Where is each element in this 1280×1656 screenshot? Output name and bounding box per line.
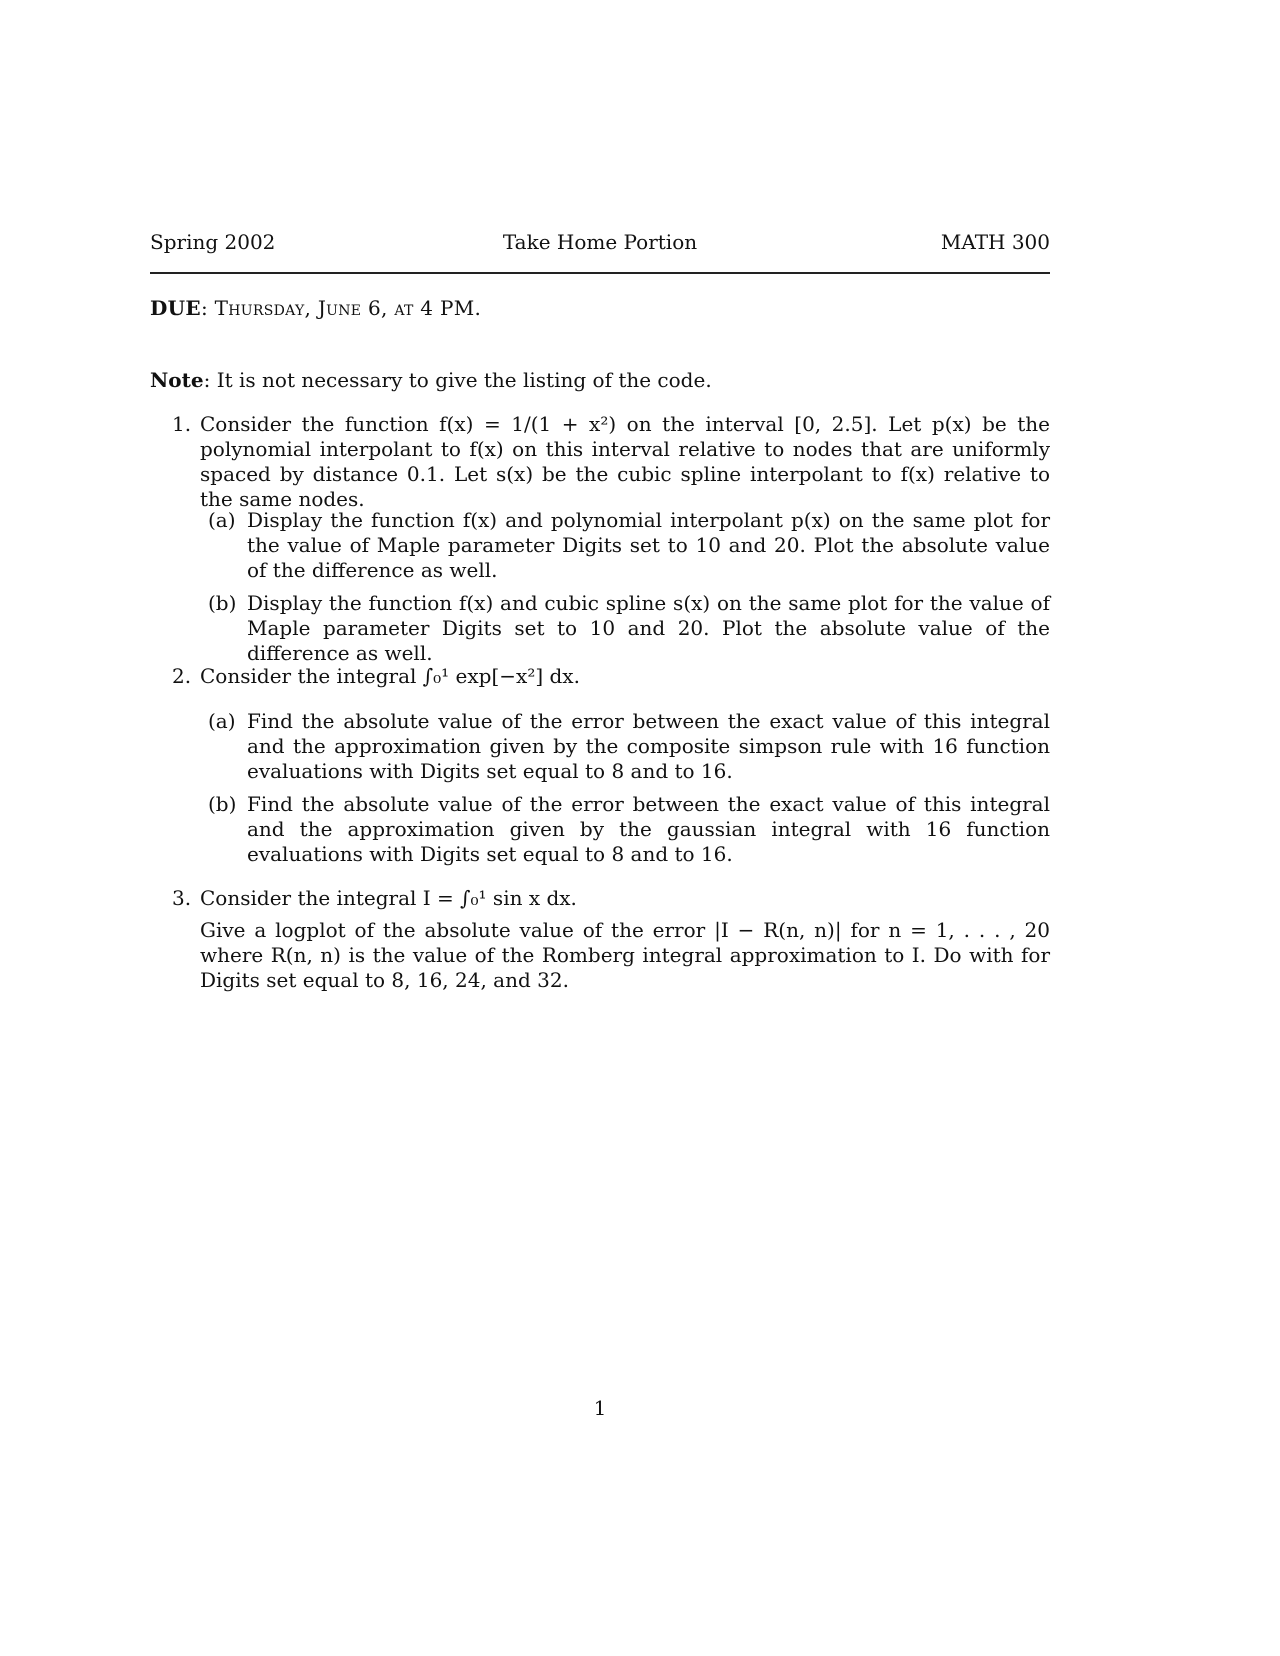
note-text: It is not necessary to give the listing of the code. [216,368,712,392]
problem-2b-label: (b) [208,792,237,816]
page-number: 1 [593,1396,607,1420]
problem-3-intro: Consider the integral I = ∫₀¹ sin x dx. [200,886,577,910]
due-text: Thursday, June 6, at 4 PM. [214,296,482,320]
due-label: DUE [150,296,201,320]
header-left: Spring 2002 [150,230,276,254]
header-center: Take Home Portion [502,230,698,254]
due-line: DUE: Thursday, June 6, at 4 PM. [150,296,482,320]
header-right: MATH 300 [940,230,1050,254]
problem-2a-text: Find the absolute value of the error between the exact value of this integral and the approximation given by the composite simpson rule with 16 function evaluations with Digits set equal to 8 and to 16. [247,709,1050,783]
problem-1b-text: Display the function f(x) and cubic spline s(x) on the same plot for the value of Maple parameter Digits set to 10 and 20. Plot the absolute value of the difference as well. [247,591,1050,665]
problem-2-intro: Consider the integral ∫₀¹ exp[−x²] dx. [200,664,580,688]
problem-2a-label: (a) [208,709,236,733]
problem-2-number: 2. [172,664,192,688]
problem-3-body: Give a logplot of the absolute value of the error |I − R(n, n)| for n = 1, . . . , 20 where R(n, n) is the value of the Romberg integral approximation to I. Do with for Digits set equal to 8, 16, 24, and 32. [200,918,1050,992]
note-line: Note: It is not necessary to give the listing of the code. [150,368,712,392]
problem-1b-label: (b) [208,591,237,615]
problem-1a-label: (a) [208,508,236,532]
problem-1-intro: Consider the function f(x) = 1/(1 + x²) on the interval [0, 2.5]. Let p(x) be the polynomial interpolant to f(x) on this interval relative to nodes that are uniformly spaced by distance 0.1. Let s(x) be the cubic spline interpolant to f(x) relative to the same nodes. [200,412,1050,511]
header-rule [150,272,1050,274]
problem-1a-text: Display the function f(x) and polynomial interpolant p(x) on the same plot for the value of Maple parameter Digits set to 10 and 20. Plot the absolute value of the difference as well. [247,508,1050,582]
problem-3-number: 3. [172,886,192,910]
problem-2b-text: Find the absolute value of the error between the exact value of this integral and the approximation given by the gaussian integral with 16 function evaluations with Digits set equal to 8 and to 16. [247,792,1050,866]
problem-1-number: 1. [172,412,192,436]
note-label: Note [150,368,204,392]
